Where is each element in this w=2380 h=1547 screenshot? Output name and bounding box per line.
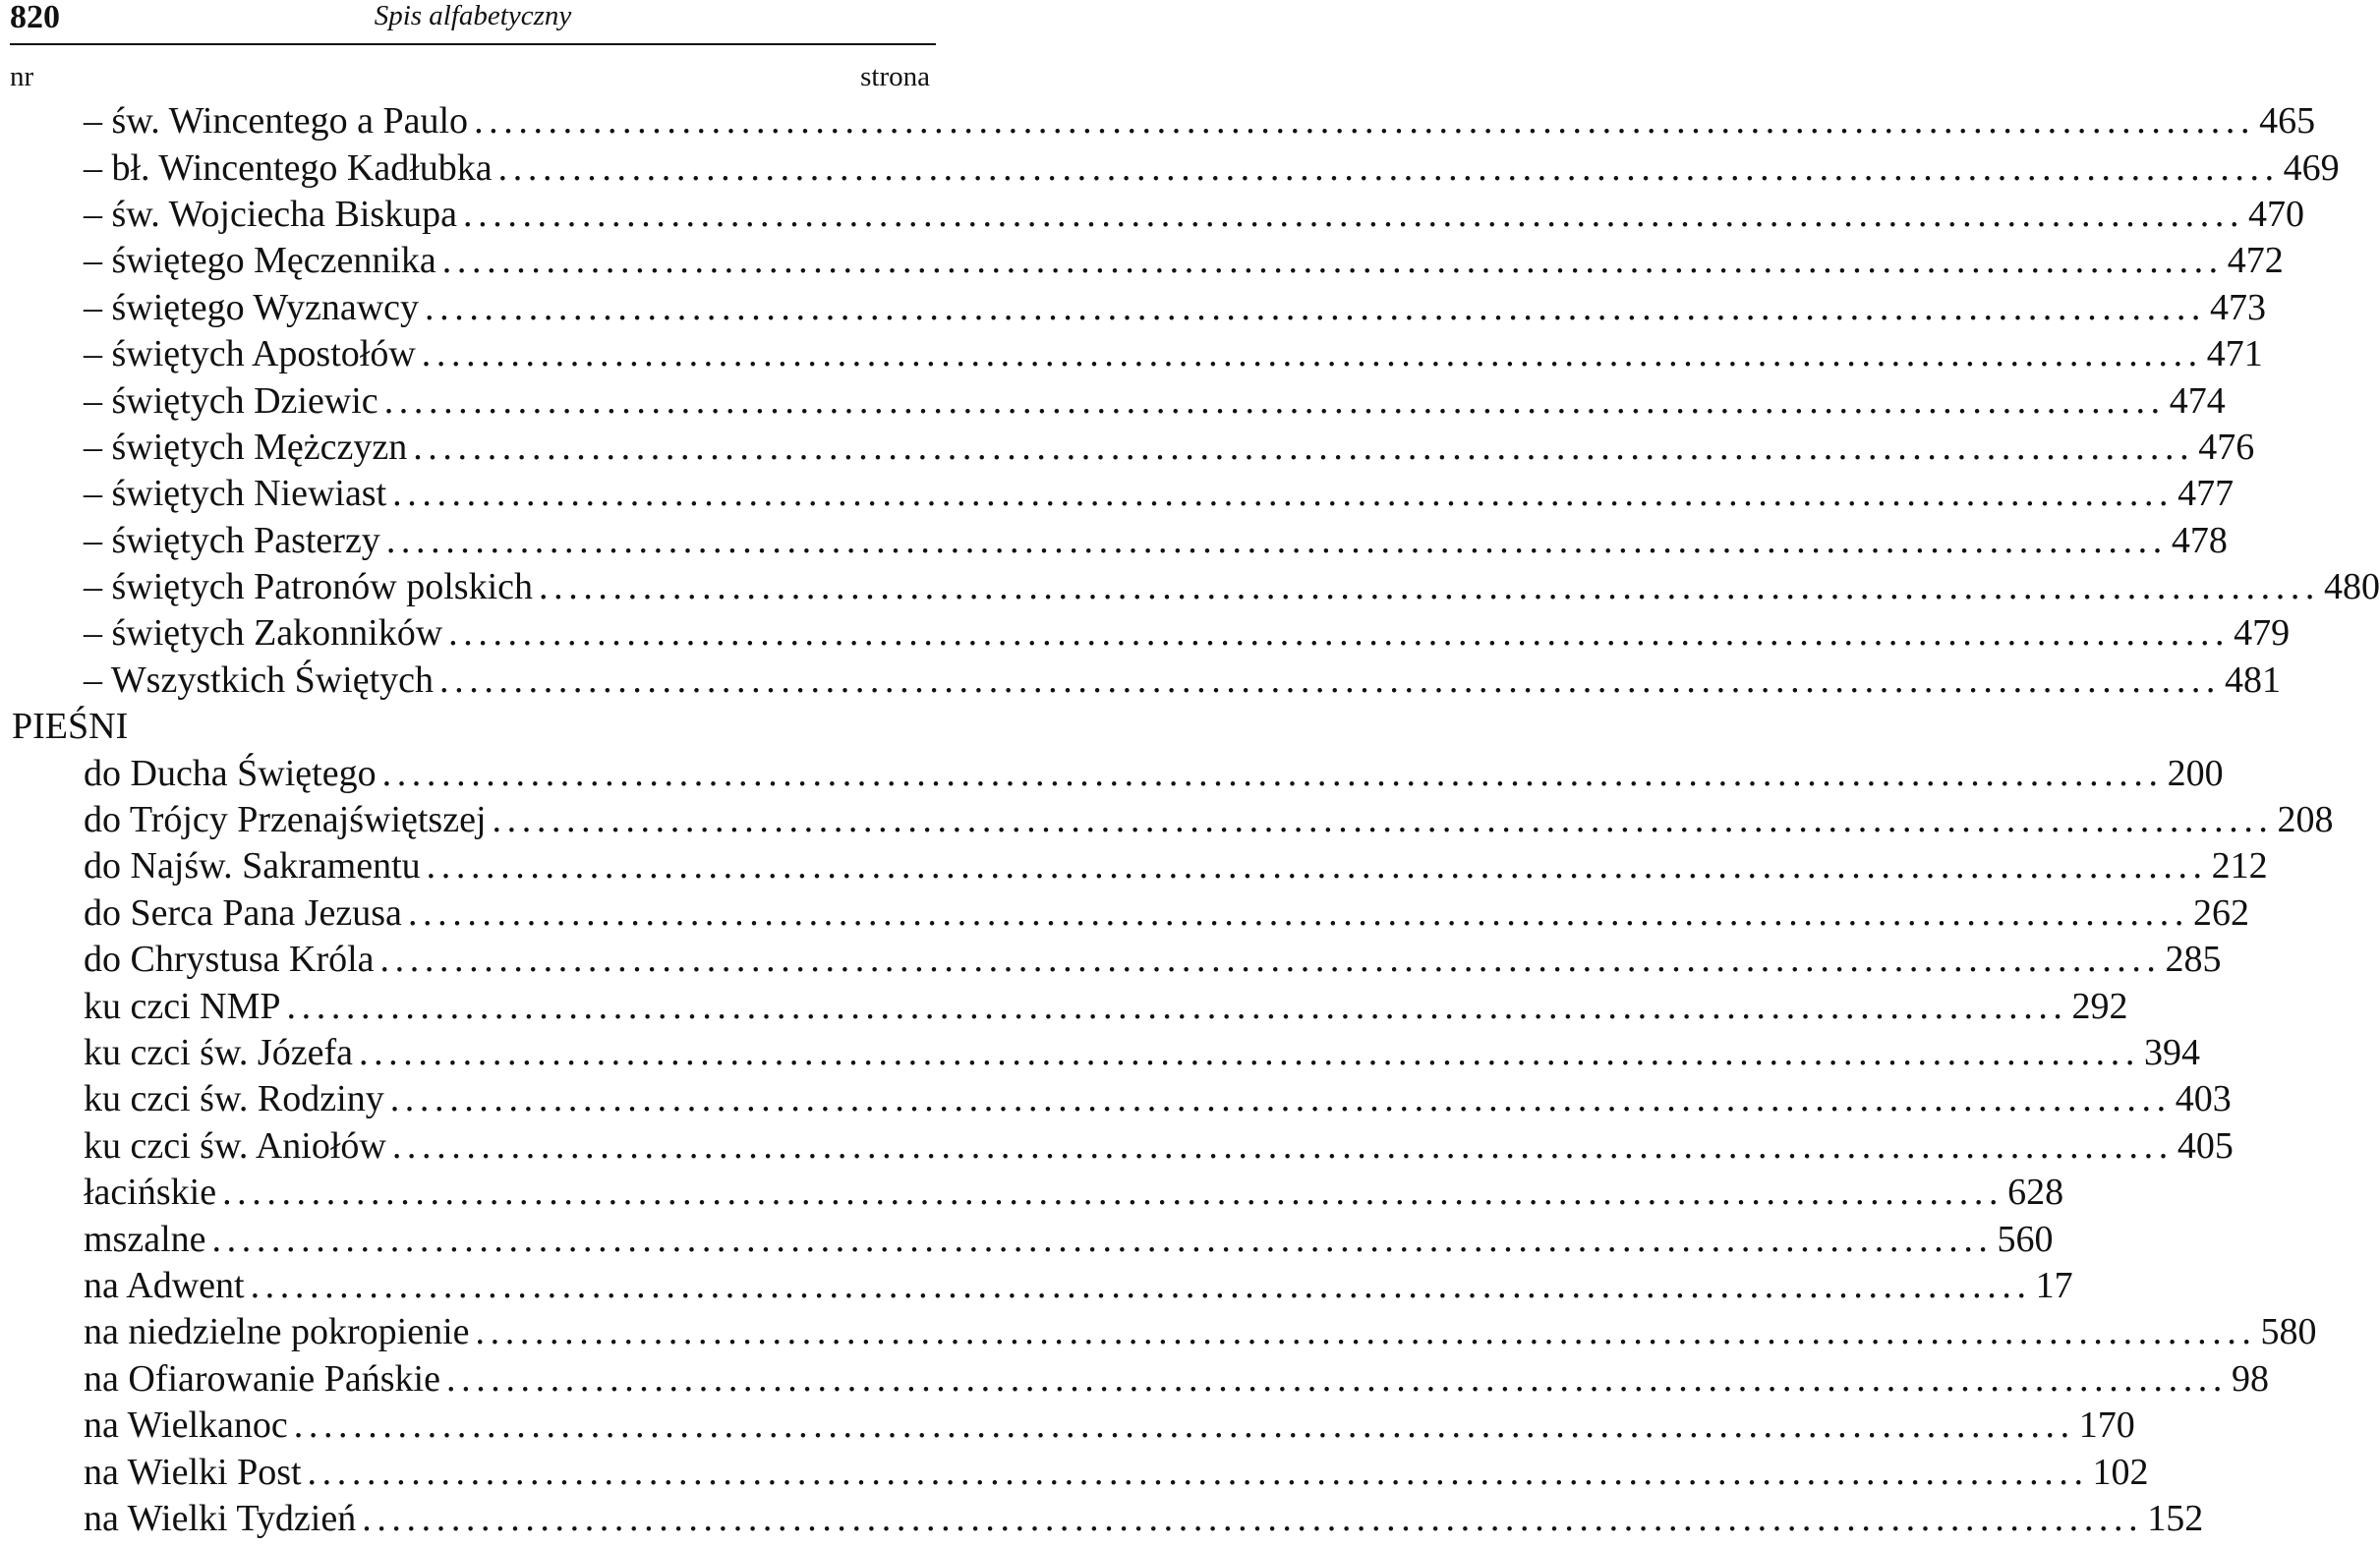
entry-label: łacińskie [84,1172,217,1214]
entry-page-number: 476 [2198,426,2255,468]
entry-page-number: 212 [2211,845,2268,888]
dot-leader: ........................................................................................................................ [286,985,2068,1027]
entry-label: – świętych Patronów polskich [84,566,534,608]
dot-leader: ........................................................................................................................ [425,286,2207,328]
page-header [10,0,936,45]
index-entry [0,890,2249,937]
dot-leader: ........................................................................................................................ [307,1451,2089,1493]
dot-leader: ........................................................................................................................ [293,1404,2075,1447]
index-entry [0,285,2267,331]
entry-page-number: 98 [2232,1357,2269,1400]
index-entry [0,144,2340,191]
entry-label: – Wszystkich Świętych [84,659,435,701]
entry-page-number: 262 [2192,891,2249,934]
entry-label: – świętego Męczennika [84,240,436,282]
index-entry [0,1309,2317,1355]
entry-label: na Wielki Tydzień [84,1497,357,1539]
index-entry [0,192,2305,238]
dot-leader: ........................................................................................................................ [250,1264,2032,1306]
entry-label: – świętych Pasterzy [84,519,380,561]
dot-leader: ........................................................................................................................ [392,473,2175,515]
dot-leader: ........................................................................................................................ [474,100,2256,143]
index-entry [0,1496,2204,1542]
dot-leader: ........................................................................................................................ [407,891,2189,934]
column-labels [10,57,930,96]
entry-page-number: 403 [2175,1078,2232,1120]
index-entry [0,658,2282,704]
index-entry [0,1076,2232,1122]
dot-leader: ........................................................................................................................ [539,566,2321,608]
entry-label: – św. Wincentego a Paulo [84,100,469,143]
dot-leader: ........................................................................................................................ [413,426,2195,468]
entry-label: na Ofiarowanie Pańskie [84,1357,440,1400]
index-entry [0,331,2263,377]
entry-page-number: 152 [2147,1497,2204,1539]
dot-leader: ........................................................................................................................ [497,146,2280,189]
entry-label: na Wielkanoc [84,1404,288,1447]
entry-label: do Najśw. Sakramentu [84,845,421,888]
index-entry [0,750,2224,796]
entry-page-number: 394 [2143,1032,2200,1073]
entry-label: ku czci św. Józefa [84,1032,353,1073]
entry-label: – świętych Dziewic [84,379,378,422]
index-entry [0,377,2226,424]
entry-page-number: 472 [2227,240,2284,282]
entry-page-number: 469 [2283,146,2340,189]
entry-page-number: 628 [2007,1172,2064,1214]
entry-page-number: 292 [2071,985,2128,1027]
entry-label: ku czci św. Rodziny [84,1078,384,1120]
entry-page-number: 471 [2206,333,2263,375]
index-entry [0,937,2222,983]
index-entry [0,1403,2135,1449]
entry-page-number: 102 [2092,1451,2149,1493]
index-entry [0,98,2316,144]
dot-leader: ........................................................................................................................ [389,1078,2172,1120]
entry-label: – świętych Mężczyzn [84,426,408,468]
entry-label: do Serca Pana Jezusa [84,891,402,934]
entry-label: do Chrystusa Króla [84,939,375,981]
entry-label: – świętego Wyznawcy [84,286,420,328]
index-entry [0,610,2291,657]
entry-page-number: 477 [2177,473,2235,515]
dot-leader: ........................................................................................................................ [441,240,2224,282]
dot-leader: ........................................................................................................................ [439,659,2222,701]
dot-leader: ........................................................................................................................ [475,1311,2257,1353]
index-entries [0,98,2380,1542]
dot-leader: ........................................................................................................................ [421,333,2203,375]
index-entry [0,471,2235,517]
entry-page-number: 481 [2225,659,2282,701]
dot-leader: ........................................................................................................................ [362,1497,2144,1539]
section-heading [0,704,930,750]
dot-leader: ........................................................................................................................ [211,1218,1994,1260]
entry-page-number: 200 [2167,752,2224,794]
index-entry [0,564,2380,610]
entry-label: do Trójcy Przenajświętszej [84,799,487,841]
column-label-nr: nr [10,61,34,92]
entry-page-number: 479 [2234,612,2291,655]
index-entry [0,983,2128,1029]
index-entry [0,1170,2064,1216]
entry-label: na niedzielne pokropienie [84,1311,470,1353]
entry-page-number: 405 [2177,1124,2234,1167]
index-entry [0,843,2268,889]
entry-page-number: 285 [2165,939,2222,981]
entry-label: – bł. Wincentego Kadłubka [84,146,493,189]
dot-leader: ........................................................................................................................ [492,799,2274,841]
entry-label: na Wielki Post [84,1451,302,1493]
index-entry [0,1216,2054,1262]
index-entry [0,1263,2073,1309]
column-label-strona: strona [860,61,930,92]
entry-label: ku czci NMP [84,985,281,1027]
dot-leader: ........................................................................................................................ [463,193,2245,235]
dot-leader: ........................................................................................................................ [446,1357,2228,1400]
entry-page-number: 465 [2259,100,2316,143]
entry-label: PIEŚNI [12,706,129,748]
entry-label: – św. Wojciecha Biskupa [84,193,458,235]
dot-leader: ........................................................................................................................ [448,612,2231,655]
dot-leader: ........................................................................................................................ [381,752,2164,794]
index-entry [0,1356,2269,1403]
index-entry [0,1449,2149,1495]
entry-page-number: 560 [1997,1218,2054,1260]
dot-leader: ........................................................................................................................ [379,939,2162,981]
entry-page-number: 470 [2248,193,2305,235]
entry-label: ku czci św. Aniołów [84,1124,386,1167]
page-number: 820 [10,0,60,35]
index-entry [0,1123,2234,1170]
entry-page-number: 473 [2210,286,2267,328]
entry-label: mszalne [84,1218,206,1260]
dot-leader: ........................................................................................................................ [358,1032,2140,1073]
entry-label: – świętych Niewiast [84,473,387,515]
dot-leader: ........................................................................................................................ [426,845,2208,888]
index-entry [0,1030,2200,1076]
entry-label: na Adwent [84,1264,245,1306]
entry-page-number: 474 [2169,379,2226,422]
index-entry [0,797,2334,843]
index-entry [0,238,2284,284]
dot-leader: ........................................................................................................................ [391,1124,2174,1167]
entry-label: – świętych Apostołów [84,333,416,375]
dot-leader: ........................................................................................................................ [385,519,2168,561]
entry-page-number: 17 [2035,1264,2073,1306]
entry-page-number: 170 [2078,1404,2135,1447]
running-title: Spis alfabetyczny [374,0,572,31]
index-entry [0,425,2255,471]
entry-page-number: 580 [2260,1311,2317,1353]
dot-leader: ........................................................................................................................ [383,379,2166,422]
entry-page-number: 208 [2277,799,2334,841]
entry-page-number: 478 [2171,519,2228,561]
entry-page-number: 480 [2324,566,2380,608]
dot-leader: ........................................................................................................................ [222,1172,2004,1214]
entry-label: – świętych Zakonników [84,612,443,655]
entry-label: do Ducha Świętego [84,752,377,794]
index-entry [0,518,2228,564]
